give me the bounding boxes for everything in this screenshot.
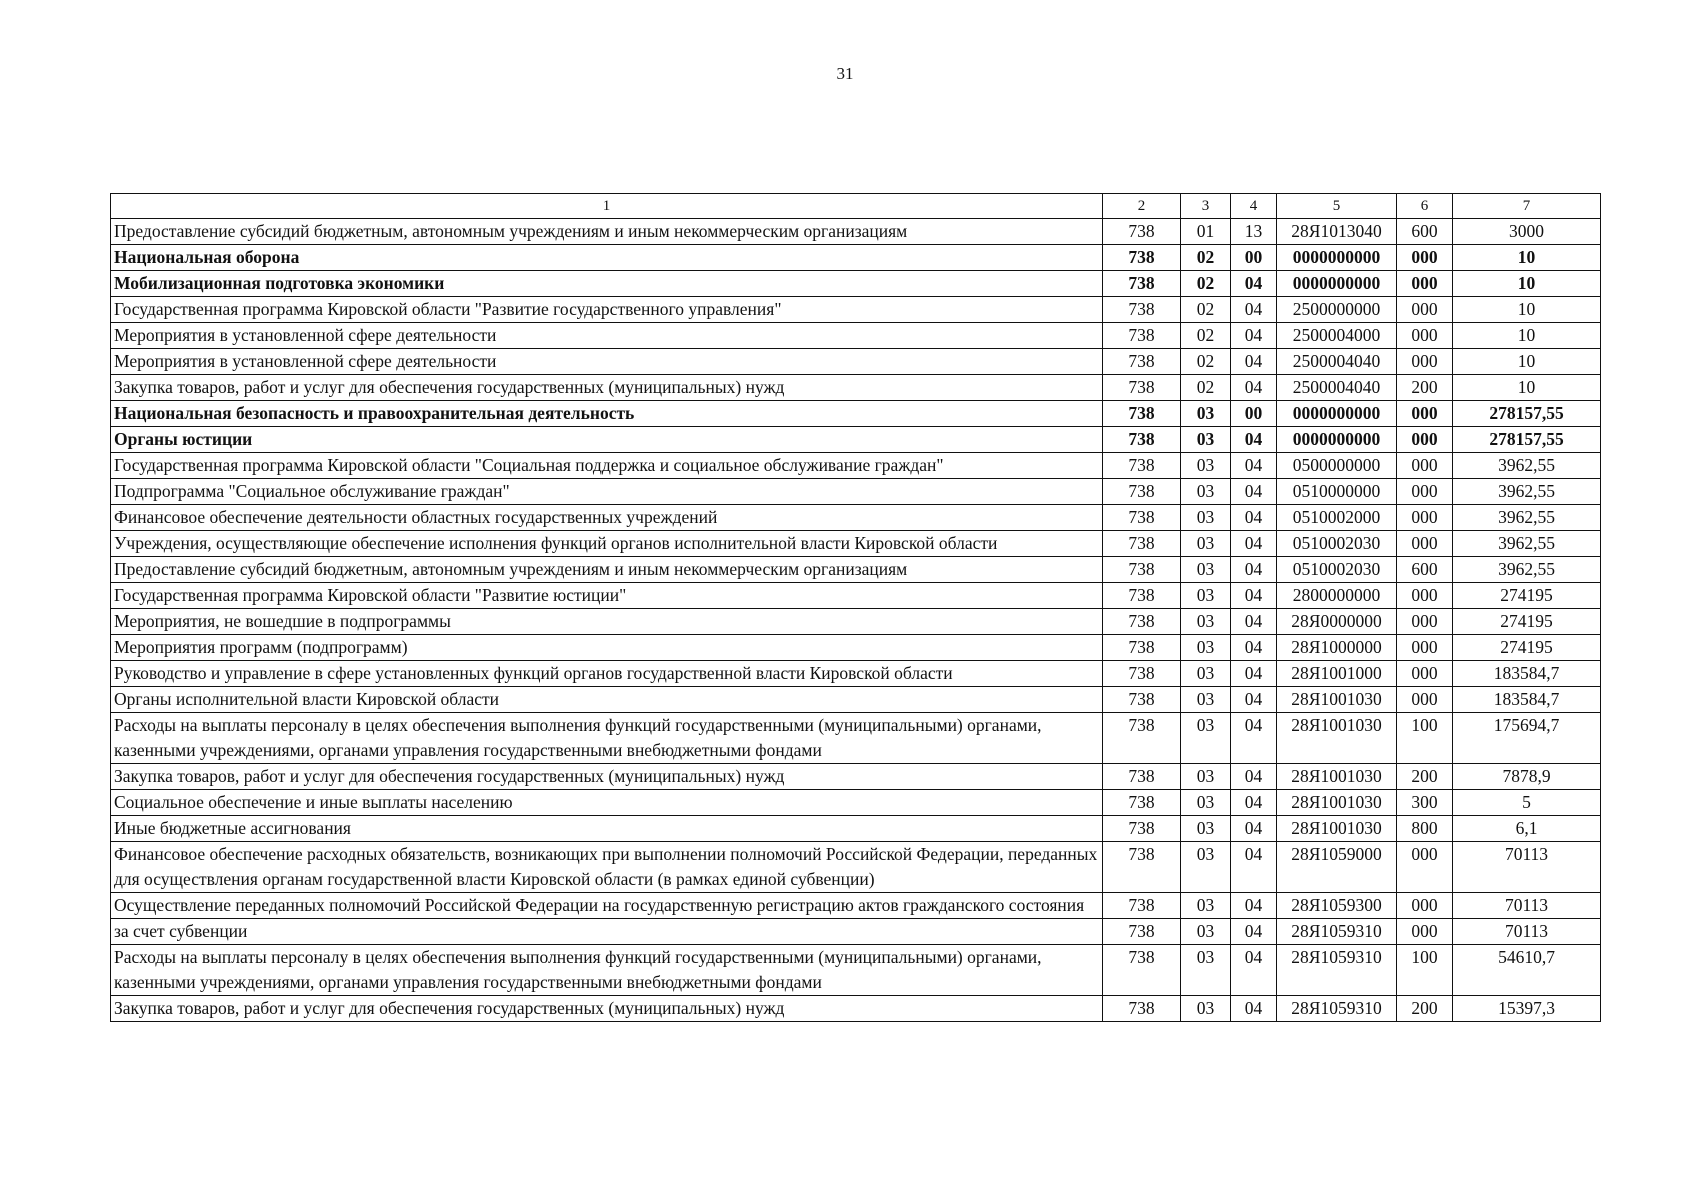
section-code-cell: 03 (1181, 427, 1231, 453)
row-name-cell: Расходы на выплаты персоналу в целях обеспечения выполнения функций государственными (муниципальными) органами, казенными учреждениями, органами управления государственными внебюджетными фондами (111, 713, 1103, 764)
section-code-cell: 03 (1181, 557, 1231, 583)
table-row (111, 297, 1601, 323)
expense-type-cell: 600 (1397, 557, 1453, 583)
row-name-cell: Подпрограмма "Социальное обслуживание граждан" (111, 479, 1103, 505)
ministry-code-cell: 738 (1103, 557, 1181, 583)
column-header: 1 (111, 194, 1103, 219)
header-row (111, 194, 1601, 219)
target-article-cell: 2500004000 (1277, 323, 1397, 349)
amount-cell: 70113 (1453, 893, 1601, 919)
expense-type-cell: 000 (1397, 245, 1453, 271)
amount-cell: 183584,7 (1453, 661, 1601, 687)
table-row (111, 401, 1601, 427)
column-header: 4 (1231, 194, 1277, 219)
target-article-cell: 28Я1059000 (1277, 842, 1397, 893)
target-article-cell: 28Я0000000 (1277, 609, 1397, 635)
expense-type-cell: 000 (1397, 271, 1453, 297)
row-name-cell: Финансовое обеспечение расходных обязательств, возникающих при выполнении полномочий Российской Федерации, переданных для осуществления органам государственной власти Кировской области (в рамках единой субвенции) (111, 842, 1103, 893)
ministry-code-cell: 738 (1103, 245, 1181, 271)
table-row (111, 219, 1601, 245)
expense-type-cell: 800 (1397, 816, 1453, 842)
subsection-code-cell: 04 (1231, 479, 1277, 505)
ministry-code-cell: 738 (1103, 919, 1181, 945)
expense-type-cell: 100 (1397, 945, 1453, 996)
section-code-cell: 03 (1181, 609, 1231, 635)
target-article-cell: 2800000000 (1277, 583, 1397, 609)
table-row (111, 893, 1601, 919)
section-code-cell: 03 (1181, 842, 1231, 893)
target-article-cell: 0500000000 (1277, 453, 1397, 479)
amount-cell: 7878,9 (1453, 764, 1601, 790)
amount-cell: 274195 (1453, 609, 1601, 635)
subsection-code-cell: 04 (1231, 790, 1277, 816)
expense-type-cell: 000 (1397, 687, 1453, 713)
section-code-cell: 01 (1181, 219, 1231, 245)
row-name-cell: Органы юстиции (111, 427, 1103, 453)
amount-cell: 10 (1453, 375, 1601, 401)
section-code-cell: 03 (1181, 713, 1231, 764)
subsection-code-cell: 04 (1231, 427, 1277, 453)
expense-type-cell: 200 (1397, 375, 1453, 401)
amount-cell: 10 (1453, 297, 1601, 323)
ministry-code-cell: 738 (1103, 479, 1181, 505)
table-body (111, 219, 1601, 1022)
table-row (111, 842, 1601, 893)
expense-type-cell: 000 (1397, 583, 1453, 609)
ministry-code-cell: 738 (1103, 271, 1181, 297)
amount-cell: 175694,7 (1453, 713, 1601, 764)
target-article-cell: 28Я1001030 (1277, 790, 1397, 816)
subsection-code-cell: 04 (1231, 816, 1277, 842)
subsection-code-cell: 04 (1231, 996, 1277, 1022)
target-article-cell: 28Я1013040 (1277, 219, 1397, 245)
row-name-cell: Предоставление субсидий бюджетным, автономным учреждениям и иным некоммерческим организациям (111, 557, 1103, 583)
ministry-code-cell: 738 (1103, 583, 1181, 609)
ministry-code-cell: 738 (1103, 323, 1181, 349)
table-row (111, 583, 1601, 609)
table-row (111, 635, 1601, 661)
row-name-cell: Предоставление субсидий бюджетным, автономным учреждениям и иным некоммерческим организациям (111, 219, 1103, 245)
page-number: 31 (836, 64, 854, 83)
target-article-cell: 28Я1001030 (1277, 816, 1397, 842)
target-article-cell: 28Я1001000 (1277, 661, 1397, 687)
expense-type-cell: 000 (1397, 479, 1453, 505)
subsection-code-cell: 04 (1231, 713, 1277, 764)
amount-cell: 3000 (1453, 219, 1601, 245)
subsection-code-cell: 13 (1231, 219, 1277, 245)
section-code-cell: 02 (1181, 349, 1231, 375)
ministry-code-cell: 738 (1103, 531, 1181, 557)
amount-cell: 278157,55 (1453, 401, 1601, 427)
amount-cell: 274195 (1453, 635, 1601, 661)
column-header: 3 (1181, 194, 1231, 219)
section-code-cell: 03 (1181, 531, 1231, 557)
amount-cell: 3962,55 (1453, 505, 1601, 531)
table-row (111, 271, 1601, 297)
subsection-code-cell: 04 (1231, 635, 1277, 661)
expense-type-cell: 000 (1397, 842, 1453, 893)
table-row (111, 919, 1601, 945)
table-row (111, 996, 1601, 1022)
table-row (111, 609, 1601, 635)
target-article-cell: 28Я1059310 (1277, 945, 1397, 996)
section-code-cell: 03 (1181, 635, 1231, 661)
subsection-code-cell: 04 (1231, 557, 1277, 583)
expense-type-cell: 100 (1397, 713, 1453, 764)
section-code-cell: 03 (1181, 453, 1231, 479)
ministry-code-cell: 738 (1103, 349, 1181, 375)
subsection-code-cell: 04 (1231, 661, 1277, 687)
expense-type-cell: 000 (1397, 401, 1453, 427)
section-code-cell: 02 (1181, 297, 1231, 323)
target-article-cell: 28Я1059310 (1277, 996, 1397, 1022)
ministry-code-cell: 738 (1103, 453, 1181, 479)
row-name-cell: за счет субвенции (111, 919, 1103, 945)
amount-cell: 183584,7 (1453, 687, 1601, 713)
subsection-code-cell: 04 (1231, 919, 1277, 945)
table-row (111, 557, 1601, 583)
table-row (111, 661, 1601, 687)
amount-cell: 6,1 (1453, 816, 1601, 842)
ministry-code-cell: 738 (1103, 893, 1181, 919)
target-article-cell: 0510000000 (1277, 479, 1397, 505)
ministry-code-cell: 738 (1103, 219, 1181, 245)
target-article-cell: 0510002000 (1277, 505, 1397, 531)
ministry-code-cell: 738 (1103, 401, 1181, 427)
target-article-cell: 2500004040 (1277, 349, 1397, 375)
row-name-cell: Мероприятия в установленной сфере деятельности (111, 323, 1103, 349)
row-name-cell: Социальное обеспечение и иные выплаты населению (111, 790, 1103, 816)
ministry-code-cell: 738 (1103, 427, 1181, 453)
table-row (111, 479, 1601, 505)
amount-cell: 10 (1453, 349, 1601, 375)
ministry-code-cell: 738 (1103, 996, 1181, 1022)
row-name-cell: Закупка товаров, работ и услуг для обеспечения государственных (муниципальных) нужд (111, 996, 1103, 1022)
row-name-cell: Мероприятия в установленной сфере деятельности (111, 349, 1103, 375)
column-header: 2 (1103, 194, 1181, 219)
ministry-code-cell: 738 (1103, 945, 1181, 996)
row-name-cell: Иные бюджетные ассигнования (111, 816, 1103, 842)
target-article-cell: 28Я1059310 (1277, 919, 1397, 945)
subsection-code-cell: 04 (1231, 375, 1277, 401)
subsection-code-cell: 00 (1231, 401, 1277, 427)
table-row (111, 427, 1601, 453)
row-name-cell: Мобилизационная подготовка экономики (111, 271, 1103, 297)
table-row (111, 945, 1601, 996)
expense-type-cell: 000 (1397, 453, 1453, 479)
section-code-cell: 03 (1181, 945, 1231, 996)
table-row (111, 764, 1601, 790)
column-header: 5 (1277, 194, 1397, 219)
subsection-code-cell: 04 (1231, 297, 1277, 323)
section-code-cell: 03 (1181, 687, 1231, 713)
table-row (111, 790, 1601, 816)
row-name-cell: Финансовое обеспечение деятельности областных государственных учреждений (111, 505, 1103, 531)
row-name-cell: Расходы на выплаты персоналу в целях обеспечения выполнения функций государственными (муниципальными) органами, казенными учреждениями, органами управления государственными внебюджетными фондами (111, 945, 1103, 996)
expense-type-cell: 000 (1397, 893, 1453, 919)
subsection-code-cell: 04 (1231, 531, 1277, 557)
amount-cell: 15397,3 (1453, 996, 1601, 1022)
expense-type-cell: 000 (1397, 505, 1453, 531)
expense-type-cell: 000 (1397, 297, 1453, 323)
section-code-cell: 03 (1181, 790, 1231, 816)
table-row (111, 713, 1601, 764)
amount-cell: 278157,55 (1453, 427, 1601, 453)
target-article-cell: 0000000000 (1277, 401, 1397, 427)
subsection-code-cell: 04 (1231, 893, 1277, 919)
row-name-cell: Осуществление переданных полномочий Российской Федерации на государственную регистрацию актов гражданского состояния (111, 893, 1103, 919)
row-name-cell: Органы исполнительной власти Кировской области (111, 687, 1103, 713)
table-row (111, 816, 1601, 842)
table-row (111, 245, 1601, 271)
amount-cell: 3962,55 (1453, 479, 1601, 505)
expense-type-cell: 600 (1397, 219, 1453, 245)
amount-cell: 5 (1453, 790, 1601, 816)
subsection-code-cell: 04 (1231, 349, 1277, 375)
budget-table (110, 193, 1601, 1022)
ministry-code-cell: 738 (1103, 713, 1181, 764)
ministry-code-cell: 738 (1103, 764, 1181, 790)
target-article-cell: 28Я1000000 (1277, 635, 1397, 661)
ministry-code-cell: 738 (1103, 375, 1181, 401)
section-code-cell: 02 (1181, 245, 1231, 271)
table-row (111, 531, 1601, 557)
section-code-cell: 03 (1181, 505, 1231, 531)
section-code-cell: 03 (1181, 996, 1231, 1022)
section-code-cell: 02 (1181, 271, 1231, 297)
amount-cell: 274195 (1453, 583, 1601, 609)
row-name-cell: Закупка товаров, работ и услуг для обеспечения государственных (муниципальных) нужд (111, 375, 1103, 401)
ministry-code-cell: 738 (1103, 297, 1181, 323)
ministry-code-cell: 738 (1103, 790, 1181, 816)
subsection-code-cell: 04 (1231, 505, 1277, 531)
target-article-cell: 0510002030 (1277, 557, 1397, 583)
table-row (111, 375, 1601, 401)
subsection-code-cell: 04 (1231, 323, 1277, 349)
amount-cell: 3962,55 (1453, 531, 1601, 557)
target-article-cell: 28Я1059300 (1277, 893, 1397, 919)
target-article-cell: 0510002030 (1277, 531, 1397, 557)
row-name-cell: Национальная безопасность и правоохранительная деятельность (111, 401, 1103, 427)
expense-type-cell: 000 (1397, 919, 1453, 945)
expense-type-cell: 000 (1397, 661, 1453, 687)
ministry-code-cell: 738 (1103, 661, 1181, 687)
section-code-cell: 03 (1181, 583, 1231, 609)
amount-cell: 3962,55 (1453, 453, 1601, 479)
table-row (111, 349, 1601, 375)
target-article-cell: 0000000000 (1277, 271, 1397, 297)
ministry-code-cell: 738 (1103, 609, 1181, 635)
amount-cell: 54610,7 (1453, 945, 1601, 996)
section-code-cell: 03 (1181, 764, 1231, 790)
subsection-code-cell: 04 (1231, 764, 1277, 790)
column-header: 7 (1453, 194, 1601, 219)
row-name-cell: Государственная программа Кировской области "Социальная поддержка и социальное обслуживание граждан" (111, 453, 1103, 479)
column-header: 6 (1397, 194, 1453, 219)
section-code-cell: 03 (1181, 816, 1231, 842)
ministry-code-cell: 738 (1103, 635, 1181, 661)
table-row (111, 453, 1601, 479)
expense-type-cell: 000 (1397, 349, 1453, 375)
amount-cell: 3962,55 (1453, 557, 1601, 583)
target-article-cell: 2500004040 (1277, 375, 1397, 401)
subsection-code-cell: 04 (1231, 453, 1277, 479)
row-name-cell: Государственная программа Кировской области "Развитие государственного управления" (111, 297, 1103, 323)
target-article-cell: 28Я1001030 (1277, 713, 1397, 764)
section-code-cell: 03 (1181, 661, 1231, 687)
row-name-cell: Закупка товаров, работ и услуг для обеспечения государственных (муниципальных) нужд (111, 764, 1103, 790)
section-code-cell: 03 (1181, 919, 1231, 945)
amount-cell: 10 (1453, 323, 1601, 349)
table-row (111, 505, 1601, 531)
amount-cell: 10 (1453, 271, 1601, 297)
subsection-code-cell: 04 (1231, 609, 1277, 635)
ministry-code-cell: 738 (1103, 505, 1181, 531)
expense-type-cell: 200 (1397, 996, 1453, 1022)
section-code-cell: 03 (1181, 479, 1231, 505)
expense-type-cell: 000 (1397, 531, 1453, 557)
table-row (111, 323, 1601, 349)
subsection-code-cell: 00 (1231, 245, 1277, 271)
amount-cell: 70113 (1453, 842, 1601, 893)
section-code-cell: 03 (1181, 401, 1231, 427)
ministry-code-cell: 738 (1103, 842, 1181, 893)
target-article-cell: 0000000000 (1277, 427, 1397, 453)
expense-type-cell: 000 (1397, 427, 1453, 453)
subsection-code-cell: 04 (1231, 687, 1277, 713)
row-name-cell: Государственная программа Кировской области "Развитие юстиции" (111, 583, 1103, 609)
row-name-cell: Мероприятия программ (подпрограмм) (111, 635, 1103, 661)
section-code-cell: 02 (1181, 323, 1231, 349)
subsection-code-cell: 04 (1231, 583, 1277, 609)
target-article-cell: 0000000000 (1277, 245, 1397, 271)
expense-type-cell: 200 (1397, 764, 1453, 790)
row-name-cell: Мероприятия, не вошедшие в подпрограммы (111, 609, 1103, 635)
subsection-code-cell: 04 (1231, 945, 1277, 996)
target-article-cell: 28Я1001030 (1277, 687, 1397, 713)
ministry-code-cell: 738 (1103, 816, 1181, 842)
section-code-cell: 02 (1181, 375, 1231, 401)
row-name-cell: Национальная оборона (111, 245, 1103, 271)
row-name-cell: Руководство и управление в сфере установленных функций органов государственной власти Кировской области (111, 661, 1103, 687)
ministry-code-cell: 738 (1103, 687, 1181, 713)
amount-cell: 10 (1453, 245, 1601, 271)
expense-type-cell: 300 (1397, 790, 1453, 816)
expense-type-cell: 000 (1397, 635, 1453, 661)
table-row (111, 687, 1601, 713)
section-code-cell: 03 (1181, 893, 1231, 919)
subsection-code-cell: 04 (1231, 842, 1277, 893)
subsection-code-cell: 04 (1231, 271, 1277, 297)
expense-type-cell: 000 (1397, 609, 1453, 635)
amount-cell: 70113 (1453, 919, 1601, 945)
target-article-cell: 28Я1001030 (1277, 764, 1397, 790)
row-name-cell: Учреждения, осуществляющие обеспечение исполнения функций органов исполнительной власти Кировской области (111, 531, 1103, 557)
expense-type-cell: 000 (1397, 323, 1453, 349)
target-article-cell: 2500000000 (1277, 297, 1397, 323)
